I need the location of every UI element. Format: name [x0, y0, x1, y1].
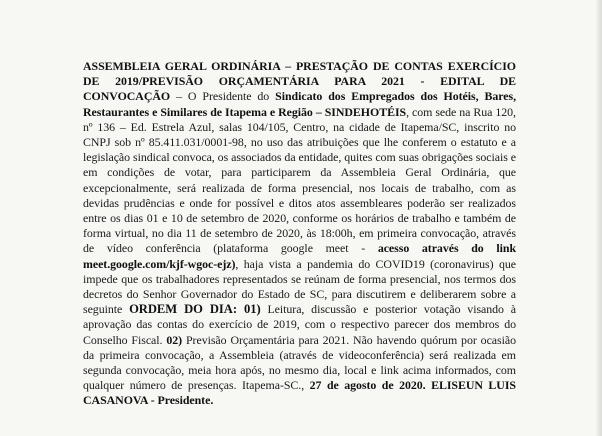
page-edge-shadow: [596, 0, 602, 436]
agenda-item-2-number: 02): [166, 332, 183, 347]
convocation-notice: [83, 59, 516, 409]
notice-body-2: , haja vista a pandemia do COVID19 (coronavirus) que impede que os trabalhadores representados se reúnam de forma presencial, nos termos dos decretos do Senhor Governador do Estado de SC, para discutirem e deliberarem sobre a seguinte: [83, 256, 516, 317]
agenda-item-2: Previsão Orçamentária para 2021. Não havendo quórum por ocasião da primeira convocação, a Assembleia (através de videoconferência) será realizada em segunda convocação, meia hora após, no mesmo dia, local e link acima informados, com qualquer número de presenças. Itapema-SC.,: [83, 332, 516, 393]
date-signature: 27 de agosto de 2020. ELISEUN LUIS CASANOVA - Presidente.: [83, 378, 516, 408]
meeting-link: acesso através do link meet.google.com/kjf-wgoc-ejz): [83, 241, 517, 271]
notice-heading: ASSEMBLEIA GERAL ORDINÁRIA – PRESTAÇÃO DE CONTAS EXERCÍCIO DE 2019/PREVISÃO ORÇAMENTÁRIA PARA 2021 - EDITAL DE CONVOCAÇÃO: [83, 58, 516, 104]
agenda-item-1: Leitura, discussão e posterior votação visando à aprovação das contas do exercício de 2019, com o respectivo parecer dos membros do Conselho Fiscal.: [83, 302, 516, 347]
union-name: Sindicato dos Empregados dos Hotéis, Bares, Restaurantes e Similares de Itapema e Região – SINDEHOTÉIS: [83, 89, 516, 119]
agenda-label: ORDEM DO DIA: 01): [129, 302, 261, 317]
notice-body-1: , com sede na Rua 120, nº 136 – Ed. Estrela Azul, salas 104/105, Centro, na cidade de Itapema/SC, inscrito no CNPJ sob nº 85.411.031/0001-98, no uso das atribuições que lhe conferem o estatuto e a legislação sindical convoca, os associados da entidade, quites com suas obrigações sociais e em condições de votar, para participarem da Assembleia Geral Ordinária, que excepcionalmente, será realizada de forma presencial, nos locais de trabalho, com as devidas prudências e onde for possível e ditos atos assembleares poderão ser realizados entre os dias 01 e 10 de setembro de 2020, conforme os horários de trabalho e também de forma virtual, no dia 11 de setembro de 2020, às 18:00h, em primeira convocação, através de vídeo conferência (plataforma google meet -: [83, 104, 516, 256]
notice-intro: – O Presidente do: [170, 89, 276, 104]
